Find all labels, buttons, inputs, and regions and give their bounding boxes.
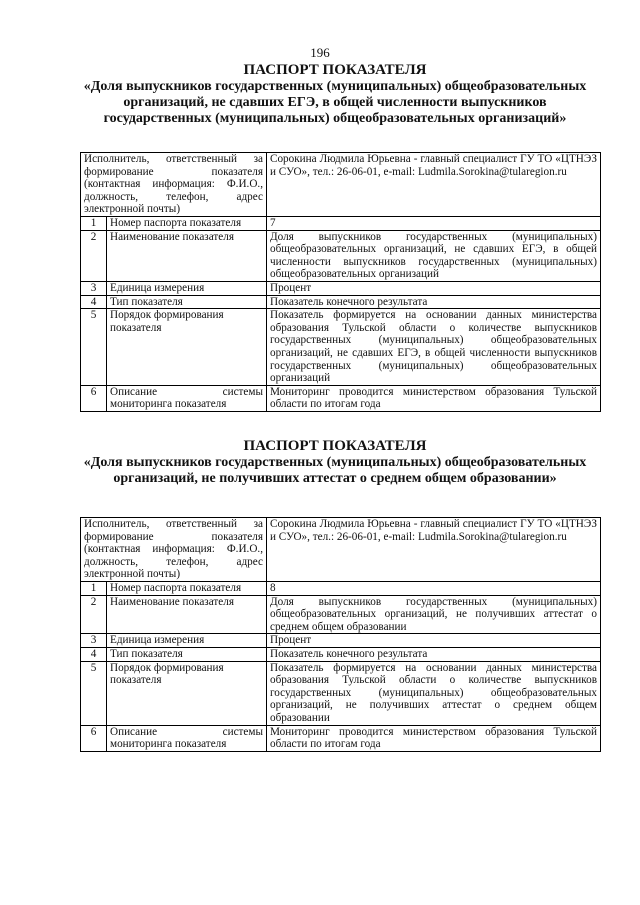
- executor-value: Сорокина Людмила Юрьевна - главный специалист ГУ ТО «ЦТНЭЗ и СУО», тел.: 26-06-01, e-mail: Ludmila.Sorokina@tularegion.ru: [267, 518, 601, 582]
- row-number: 3: [81, 634, 107, 648]
- row-number: 2: [81, 230, 107, 281]
- section-2-heading: [70, 438, 600, 487]
- table-row: [81, 518, 601, 582]
- row-number: 4: [81, 295, 107, 309]
- row-label: Номер паспорта показателя: [107, 216, 267, 230]
- table-row: [81, 295, 601, 309]
- table-row: [81, 725, 601, 751]
- row-value: Мониторинг проводится министерством образования Тульской области по итогам года: [267, 385, 601, 411]
- row-number: 3: [81, 281, 107, 295]
- table-row: [81, 153, 601, 217]
- row-value: Показатель конечного результата: [267, 295, 601, 309]
- table-row: [81, 647, 601, 661]
- row-label: Наименование показателя: [107, 595, 267, 634]
- row-number: 6: [81, 385, 107, 411]
- section-2-subtitle: «Доля выпускников государственных (муниципальных) общеобразовательных организаций, не получивших аттестат о среднем общем образовании»: [83, 455, 587, 486]
- row-value: Показатель формируется на основании данных министерства образования Тульской области о количестве выпускников государственных (муниципальных) общеобразовательных организаций, не сдавших ЕГЭ, в общей численности выпускников государственных (муниципальных) общеобразовательных организаций: [267, 309, 601, 386]
- table-row: [81, 661, 601, 725]
- row-number: 5: [81, 661, 107, 725]
- row-label: Единица измерения: [107, 281, 267, 295]
- row-number: 1: [81, 581, 107, 595]
- row-value: Процент: [267, 634, 601, 648]
- row-label: Порядок формирования показателя: [107, 661, 267, 725]
- row-number: 6: [81, 725, 107, 751]
- row-label: Тип показателя: [107, 295, 267, 309]
- row-label: Описание системы мониторинга показателя: [107, 725, 267, 751]
- table-row: [81, 309, 601, 386]
- row-value: 8: [267, 581, 601, 595]
- row-number: 4: [81, 647, 107, 661]
- row-number: 1: [81, 216, 107, 230]
- row-label: Порядок формирования показателя: [107, 309, 267, 386]
- section-1-title: ПАСПОРТ ПОКАЗАТЕЛЯ: [243, 62, 427, 78]
- row-label: Единица измерения: [107, 634, 267, 648]
- section-2-table: [80, 517, 601, 752]
- section-1-table: [80, 152, 601, 412]
- row-label: Наименование показателя: [107, 230, 267, 281]
- table-row: [81, 230, 601, 281]
- section-1-heading: [70, 62, 600, 127]
- table-row: [81, 281, 601, 295]
- executor-value: Сорокина Людмила Юрьевна - главный специалист ГУ ТО «ЦТНЭЗ и СУО», тел.: 26-06-01, e-mail: Ludmila.Sorokina@tularegion.ru: [267, 153, 601, 217]
- row-value: Процент: [267, 281, 601, 295]
- table-row: [81, 581, 601, 595]
- row-label: Описание системы мониторинга показателя: [107, 385, 267, 411]
- row-number: 5: [81, 309, 107, 386]
- table-row: [81, 216, 601, 230]
- row-value: 7: [267, 216, 601, 230]
- table-row: [81, 595, 601, 634]
- row-label: Тип показателя: [107, 647, 267, 661]
- table-row: [81, 634, 601, 648]
- section-1-subtitle: «Доля выпускников государственных (муниципальных) общеобразовательных организаций, не сдавших ЕГЭ, в общей численности выпускников государственных (муниципальных) общеобразовательных организаций»: [83, 79, 587, 126]
- row-value: Доля выпускников государственных (муниципальных) общеобразовательных организаций, не получивших аттестат о среднем общем образовании: [267, 595, 601, 634]
- page-number: 196: [310, 45, 330, 60]
- row-number: 2: [81, 595, 107, 634]
- executor-label: Исполнитель, ответственный за формирование показателя (контактная информация: Ф.И.О., должность, телефон, адрес электронной почты): [81, 153, 267, 217]
- row-value: Доля выпускников государственных (муниципальных) общеобразовательных организаций, не сдавших ЕГЭ, в общей численности выпускников государственных (муниципальных) общеобразовательных организаций: [267, 230, 601, 281]
- row-value: Показатель формируется на основании данных министерства образования Тульской области о количестве выпускников государственных (муниципальных) общеобразовательных организаций, не получивших аттестат о среднем общем образовании: [267, 661, 601, 725]
- row-value: Мониторинг проводится министерством образования Тульской области по итогам года: [267, 725, 601, 751]
- row-label: Номер паспорта показателя: [107, 581, 267, 595]
- row-value: Показатель конечного результата: [267, 647, 601, 661]
- executor-label: Исполнитель, ответственный за формирование показателя (контактная информация: Ф.И.О., должность, телефон, адрес электронной почты): [81, 518, 267, 582]
- section-2-title: ПАСПОРТ ПОКАЗАТЕЛЯ: [243, 438, 427, 454]
- table-row: [81, 385, 601, 411]
